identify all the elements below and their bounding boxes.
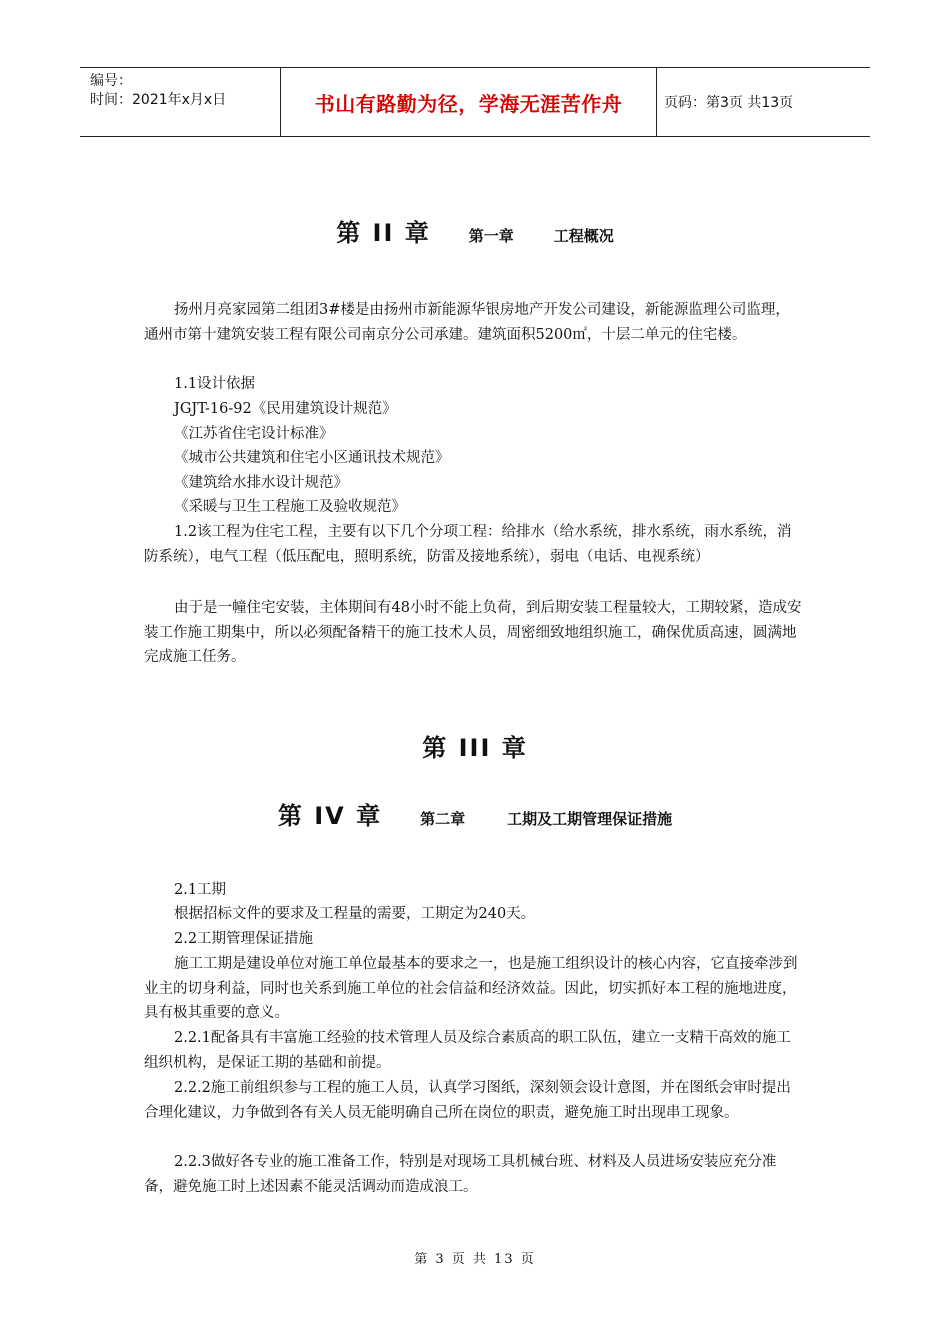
section-2-2-title: 2.2工期管理保证措施 — [174, 931, 314, 947]
header-motto-cell — [280, 68, 657, 136]
basis-item: 《采暖与卫生工程施工及验收规范》 — [174, 499, 406, 515]
number-label: 编号： — [90, 73, 132, 89]
section-1-2-paragraph: 1.2该工程为住宅工程，主要有以下几个分项工程：给排水（给水系统，排水系统，雨水系统，消防系统），电气工程（低压配电，照明系统，防雷及接地系统），弱电（电话、电视系统） — [144, 524, 792, 565]
section-2-2-3-paragraph: 2.2.3做好各专业的施工准备工作，特别是对现场工具机械台班、材料及人员进场安装应充分准备，避免施工时上述因素不能灵活调动而造成浪工。 — [144, 1154, 777, 1195]
chapter-number: 第 IV 章 — [277, 802, 383, 830]
chapter-4-heading — [0, 796, 950, 831]
chapter-number: 第 III 章 — [422, 734, 528, 762]
header-motto: 书山有路勤为径，学海无涯苦作舟 — [314, 91, 623, 116]
section-2-1-text: 根据招标文件的要求及工程量的需要，工期定为240天。 — [174, 906, 536, 922]
basis-item: 《江苏省住宅设计标准》 — [174, 426, 334, 442]
page-footer: 第 3 页 共 13 页 — [414, 1252, 536, 1267]
chapter-title: 工程概况 — [553, 227, 614, 245]
page-header — [80, 67, 870, 137]
chapter-3-heading — [0, 728, 950, 763]
time-label: 时间：2021年x月x日 — [90, 92, 227, 108]
section-2-2-2-paragraph: 2.2.2施工前组织参与工程的施工人员，认真学习图纸，深刻领会设计意图，并在图纸会审时提出合理化建议，力争做到各有关人员无能明确自己所在岗位的职责，避免施工时出现串工现象。 — [144, 1080, 791, 1121]
chapter-title: 工期及工期管理保证措施 — [507, 810, 673, 828]
header-meta — [80, 68, 280, 136]
basis-item: 《城市公共建筑和住宅小区通讯技术规范》 — [174, 450, 450, 466]
section-2-1-title: 2.1工期 — [174, 882, 227, 898]
chapter-name: 第一章 — [468, 227, 514, 245]
project-intro: 扬州月亮家园第二组团3#楼是由扬州市新能源华银房地产开发公司建设，新能源监理公司监理，通州市第十建筑安装工程有限公司南京分公司承建。建筑面积5200㎡，十层二单元的住宅楼。 — [144, 302, 790, 343]
schedule-paragraph: 由于是一幢住宅安装，主体期间有48小时不能上负荷，到后期安装工程量较大，工期较紧，造成安装工作施工期集中，所以必须配备精干的施工技术人员，周密细致地组织施工，确保优质高速，圆满地完成施工任务。 — [144, 600, 802, 666]
section-2-2-1-paragraph: 2.2.1配备具有丰富施工经验的技术管理人员及综合素质高的职工队伍，建立一支精干高效的施工组织机构，是保证工期的基础和前提。 — [144, 1030, 791, 1071]
header-page-info: 页码：第3页 共13页 — [664, 95, 794, 111]
section-2-2-paragraph: 施工工期是建设单位对施工单位最基本的要求之一，也是施工组织设计的核心内容，它直接牵涉到业主的切身利益，同时也关系到施工单位的社会信益和经济效益。因此，切实抓好本工程的施地进度，具有极其重要的意义。 — [144, 956, 798, 1022]
chapter-number: 第 II 章 — [336, 219, 431, 247]
chapter-name: 第二章 — [420, 810, 466, 828]
chapter-2-heading — [0, 213, 950, 248]
section-1-1-title: 1.1设计依据 — [174, 376, 256, 392]
basis-item: JGJT-16-92《民用建筑设计规范》 — [174, 401, 397, 417]
basis-item: 《建筑给水排水设计规范》 — [174, 475, 348, 491]
